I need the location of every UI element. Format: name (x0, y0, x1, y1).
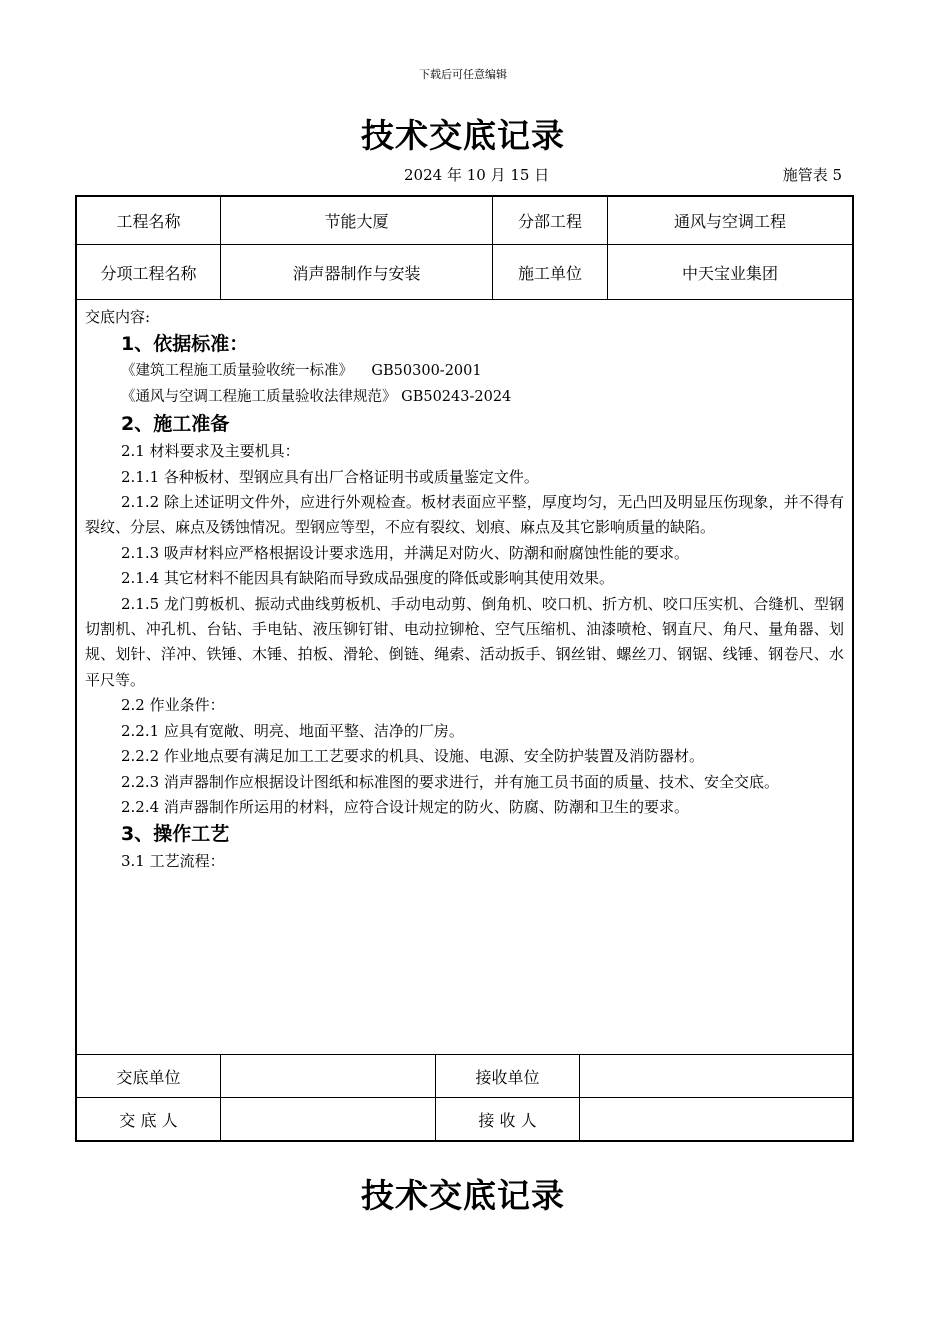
paragraph: 2.2.2 作业地点要有满足加工工艺要求的机具、设施、电源、安全防护装置及消防器材。 (121, 747, 704, 766)
section-heading: 2、施工准备 (121, 413, 230, 436)
project-name-label: 工程名称 (116, 212, 181, 231)
receiver-unit-label: 接收单位 (475, 1067, 540, 1087)
paragraph: 2.1 材料要求及主要机具： (121, 442, 300, 461)
standard-item: 《建筑工程施工质量验收统一标准》 GB50300-2001 (121, 363, 482, 380)
paragraph: 2.2.3 消声器制作应根据设计图纸和标准图的要求进行，并有施工员书面的质量、技术、安全交底。 (121, 772, 779, 791)
paragraph: 2.1.4 其它材料不能因具有缺陷而导致成品强度的降低或影响其使用效果。 (121, 569, 614, 588)
receiver-field[interactable] (580, 1098, 852, 1140)
subitem-label: 分项工程名称 (100, 263, 197, 283)
paragraph: 2.1.3 吸声材料应严格根据设计要求选用，并满足对防火、防潮和耐腐蚀性能的要求。 (121, 543, 689, 562)
paragraph: 2.1.1 各种板材、型钢应具有出厂合格证明书或质量鉴定文件。 (121, 467, 539, 486)
receiver-unit-field[interactable] (580, 1055, 852, 1097)
paragraph: 2.2.1 应具有宽敞、明亮、地面平整、洁净的厂房。 (121, 721, 464, 740)
section-heading: 1、依据标准： (121, 333, 249, 356)
header-note: 下载后可任意编辑 (419, 68, 507, 81)
contractor-value: 中天宝业集团 (681, 263, 778, 283)
record-form (75, 195, 854, 1142)
page-title: 技术交底记录 (361, 116, 565, 155)
division-label: 分部工程 (517, 212, 582, 231)
contractor-label: 施工单位 (517, 263, 582, 283)
receiver-label: 接 收 人 (478, 1110, 537, 1130)
section-heading: 3、操作工艺 (121, 823, 230, 846)
issuer-label: 交 底 人 (119, 1110, 178, 1130)
project-name-value: 节能大厦 (324, 212, 389, 231)
issuer-field[interactable] (221, 1098, 435, 1140)
subitem-value: 消声器制作与安装 (292, 263, 421, 283)
page-title-repeat: 技术交底记录 (361, 1176, 565, 1215)
paragraph: 3.1 工艺流程： (121, 852, 225, 871)
paragraph: 2.1.5 龙门剪板机、振动式曲线剪板机、手动电动剪、倒角机、咬口机、折方机、咬口压实机、合缝机、型钢切割机、冲孔机、台钻、手电钻、液压铆钉钳、电动拉铆枪、空气压缩机、油漆喷枪、钢直尺、角尺、量角器、划规、划针、洋冲、铁锤、木锤、拍板、滑轮、倒链、绳索、活动扳手、钢丝钳、螺丝刀、钢锯、线锤、钢卷尺、水平尺等。 (85, 594, 844, 689)
row-divider (77, 299, 852, 300)
issuer-unit-label: 交底单位 (116, 1067, 181, 1087)
record-date: 2024 年 10 月 15 日 (404, 166, 550, 184)
paragraph: 2.2 作业条件： (121, 696, 225, 715)
paragraph: 2.1.2 除上述证明文件外，应进行外观检查。板材表面应平整，厚度均匀，无凸凹及明显压伤现象，并不得有裂纹、分层、麻点及锈蚀情况。型钢应等型，不应有裂纹、划痕、麻点及其它影响质量的缺陷。 (85, 493, 844, 537)
paragraph: 2.2.4 消声器制作所运用的材料，应符合设计规定的防火、防腐、防潮和卫生的要求。 (121, 797, 689, 816)
division-value: 通风与空调工程 (673, 212, 786, 231)
content-label: 交底内容: (85, 308, 151, 326)
standard-item: 《通风与空调工程施工质量验收法律规范》 GB50243-2024 (121, 388, 512, 405)
briefing-content (85, 305, 844, 875)
issuer-unit-field[interactable] (221, 1055, 435, 1097)
form-number: 施管表 5 (782, 166, 842, 184)
